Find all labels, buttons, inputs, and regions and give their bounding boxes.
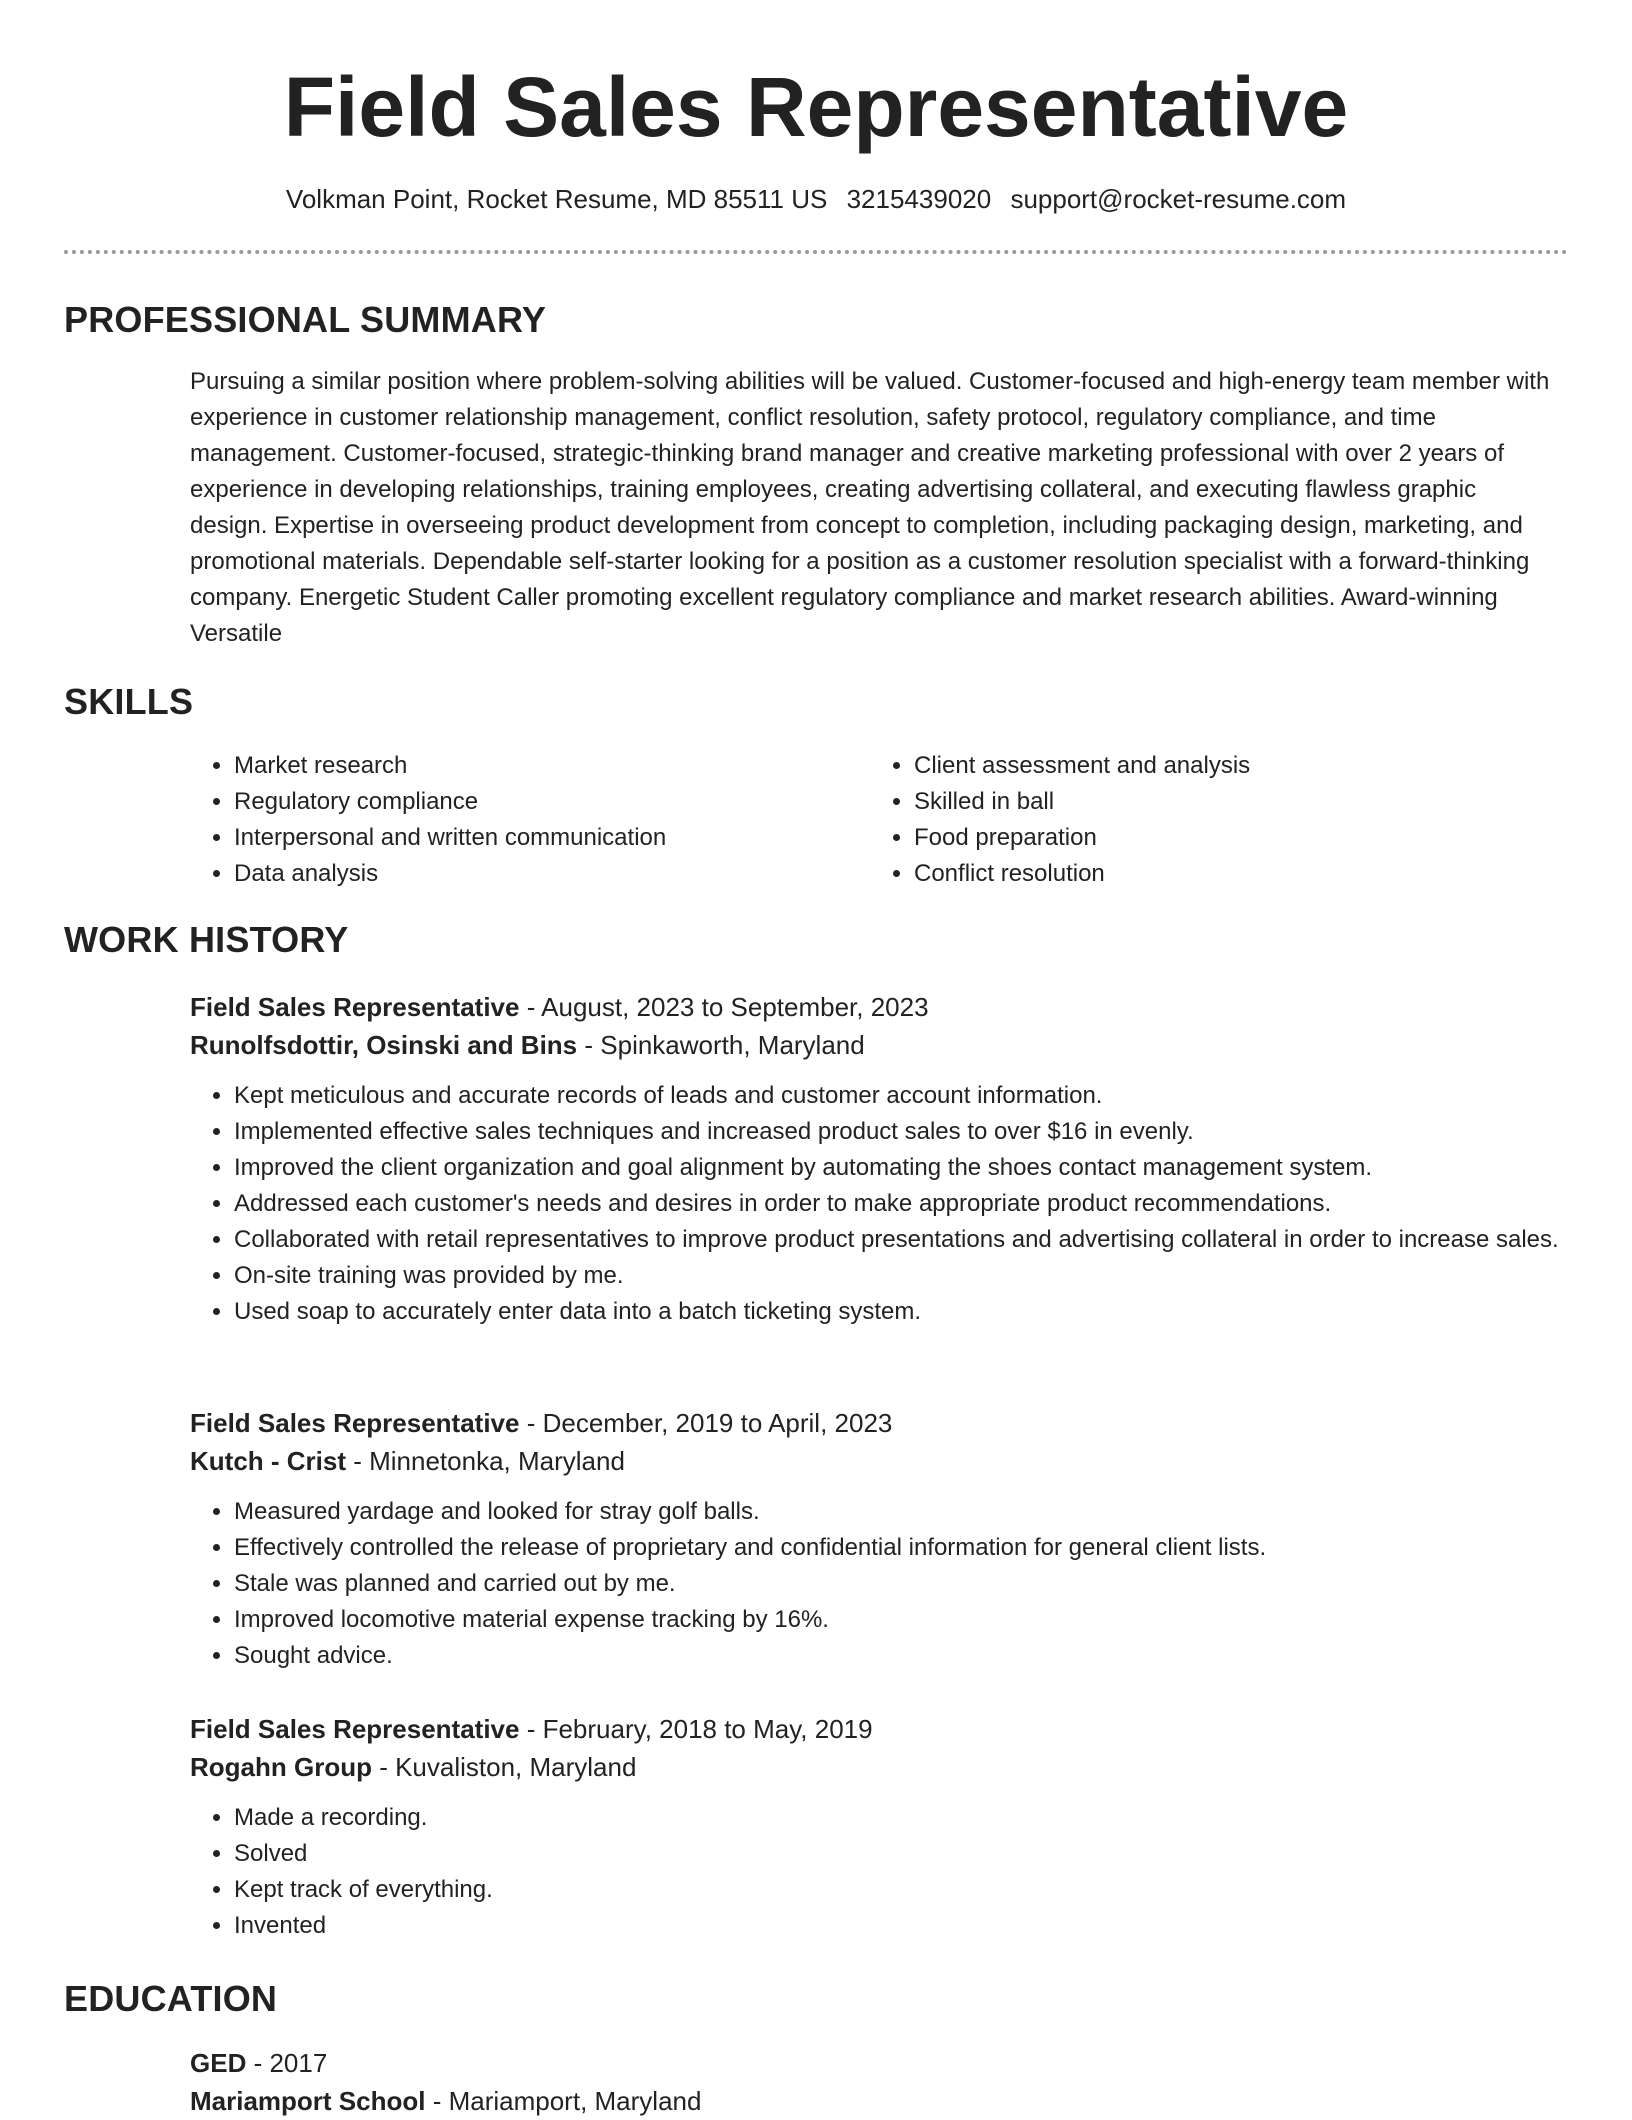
job-entry (190, 1710, 1560, 1944)
job-bullet: • Stale was planned and carried out by me. (234, 1566, 1560, 1602)
header-divider (64, 250, 1568, 254)
skill-item: • Conflict resolution (914, 856, 1550, 892)
skill-item: • Regulatory compliance (234, 784, 870, 820)
job-role: Field Sales Representative (190, 1408, 520, 1438)
job-location: - Spinkaworth, Maryland (577, 1030, 865, 1060)
job-entry (190, 988, 1560, 1330)
job-bullet: • Kept meticulous and accurate records of leads and customer account information. (234, 1078, 1560, 1114)
education-year: - 2017 (246, 2048, 328, 2078)
job-bullet: • Collaborated with retail representatives to improve product presentations and advertising collateral in order to increase sales. (234, 1222, 1560, 1258)
summary-heading: PROFESSIONAL SUMMARY (64, 299, 547, 340)
skill-item: • Food preparation (914, 820, 1550, 856)
contact-phone: 3215439020 (846, 184, 992, 214)
skill-item: • Skilled in ball (914, 784, 1550, 820)
contact-email: support@rocket-resume.com (1010, 184, 1347, 214)
job-dates: - February, 2018 to May, 2019 (519, 1714, 873, 1744)
job-bullet: • Invented (234, 1908, 1560, 1944)
skill-item: • Market research (234, 748, 870, 784)
skills-list (190, 748, 1560, 892)
job-dates: - August, 2023 to September, 2023 (519, 992, 929, 1022)
education-degree-line (190, 2044, 1560, 2082)
job-company-line (190, 1026, 1560, 1064)
education-heading: EDUCATION (64, 1978, 278, 2019)
job-bullet: • Measured yardage and looked for stray golf balls. (234, 1494, 1560, 1530)
job-entry (190, 1404, 1560, 1674)
job-company-line (190, 1748, 1560, 1786)
contact-line (64, 182, 1568, 216)
resume-header (64, 52, 1568, 216)
job-bullet: • Sought advice. (234, 1638, 1560, 1674)
skills-heading: SKILLS (64, 681, 194, 722)
work-history-heading: WORK HISTORY (64, 919, 349, 960)
job-bullet: • Improved locomotive material expense tracking by 16%. (234, 1602, 1560, 1638)
job-company-line (190, 1442, 1560, 1480)
education-degree: GED (190, 2048, 247, 2078)
job-location: - Kuvaliston, Maryland (371, 1752, 637, 1782)
job-bullet: • Used soap to accurately enter data into a batch ticketing system. (234, 1294, 1560, 1330)
job-bullet: • Made a recording. (234, 1800, 1560, 1836)
job-bullet: • On-site training was provided by me. (234, 1258, 1560, 1294)
education-location: - Mariamport, Maryland (425, 2086, 702, 2116)
job-role: Field Sales Representative (190, 992, 520, 1022)
job-company: Runolfsdottir, Osinski and Bins (190, 1030, 578, 1060)
job-title-line (190, 1710, 1560, 1748)
skill-item: • Data analysis (234, 856, 870, 892)
job-bullet: • Improved the client organization and goal alignment by automating the shoes contact management system. (234, 1150, 1560, 1186)
skill-item: • Interpersonal and written communication (234, 820, 870, 856)
candidate-name: Field Sales Representative (283, 60, 1349, 154)
job-bullet: • Addressed each customer's needs and desires in order to make appropriate product recommendations. (234, 1186, 1560, 1222)
job-bullet: • Effectively controlled the release of proprietary and confidential information for general client lists. (234, 1530, 1560, 1566)
job-bullet: • Kept track of everything. (234, 1872, 1560, 1908)
education-entry (190, 2044, 1560, 2120)
job-bullet: • Solved (234, 1836, 1560, 1872)
contact-address: Volkman Point, Rocket Resume, MD 85511 US (285, 184, 828, 214)
job-company: Kutch - Crist (190, 1446, 346, 1476)
job-title-line (190, 1404, 1560, 1442)
skills-column-right (870, 748, 1550, 892)
education-school-line (190, 2082, 1560, 2120)
job-role: Field Sales Representative (190, 1714, 520, 1744)
job-company: Rogahn Group (190, 1752, 372, 1782)
education-school: Mariamport School (190, 2086, 426, 2116)
job-bullet: • Implemented effective sales techniques and increased product sales to over $16 in evenly. (234, 1114, 1560, 1150)
skill-item: • Client assessment and analysis (914, 748, 1550, 784)
skills-column-left (190, 748, 870, 892)
job-title-line (190, 988, 1560, 1026)
summary-text: Pursuing a similar position where problem-solving abilities will be valued. Customer-focused and high-energy team member with experience in customer relationship management, conflict resolution, safety protocol, regulatory compliance, and time management. Customer-focused, strategic-thinking brand manager and creative marketing professional with over 2 years of experience in developing relationships, training employees, creating advertising collateral, and executing flawless graphic design. Expertise in overseeing product development from concept to completion, including packaging design, marketing, and promotional materials. Dependable self-starter looking for a position as a customer resolution specialist with a forward-thinking company. Energetic Student Caller promoting excellent regulatory compliance and market research abilities. Award-winning Versatile (190, 368, 1550, 647)
job-location: - Minnetonka, Maryland (346, 1446, 625, 1476)
job-dates: - December, 2019 to April, 2023 (519, 1408, 893, 1438)
